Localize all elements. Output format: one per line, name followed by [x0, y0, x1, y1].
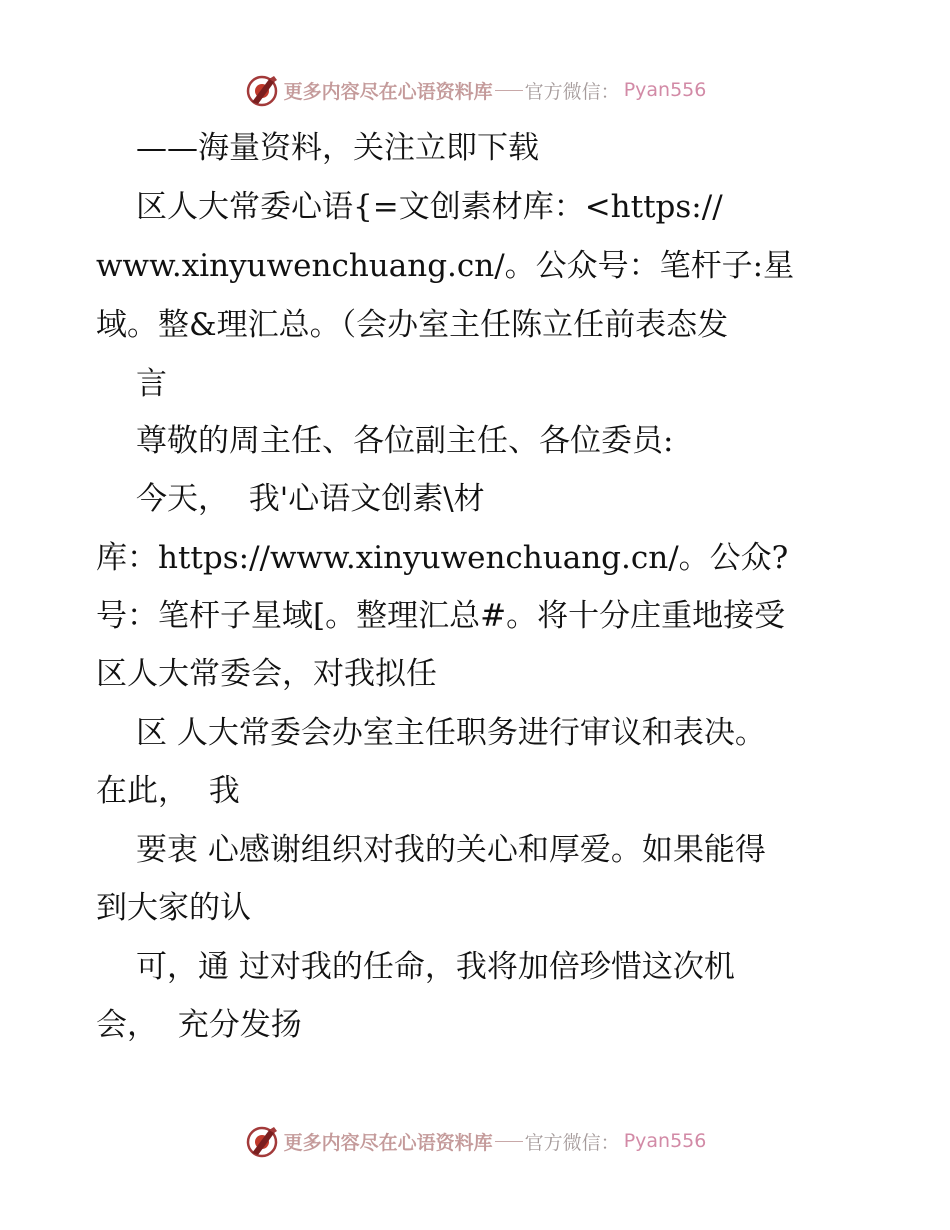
text-line: 今天， 我'心语文创素\材 [136, 481, 485, 517]
text-line: 号：笔杆子星域[。整理汇总#。将十分庄重地接受 [96, 598, 786, 634]
footer-dash-separator [495, 1141, 523, 1142]
text-line: 区人大常委心语{=文创素材库：<https:// [136, 189, 723, 225]
header-contact-label: 官方微信： [524, 80, 620, 103]
footer-contact-id: Pyan556 [623, 1130, 707, 1152]
text-line: ——海量资料，关注立即下载 [136, 130, 539, 166]
text-line: 区人大常委会，对我拟任 [96, 656, 437, 692]
text-line: 域。整&理汇总。（会办室主任陈立任前表态发 [96, 307, 729, 343]
text-line: 要衷 心感谢组织对我的关心和厚爱。如果能得 [136, 832, 766, 868]
text-line: 库：https://www.xinyuwenchuang.cn/。公众? [96, 540, 789, 576]
text-line: 可，通 过对我的任命，我将加倍珍惜这次机 [136, 949, 735, 985]
text-line: 到大家的认 [96, 890, 251, 926]
pen-logo-icon [244, 1123, 280, 1159]
text-line: 会， 充分发扬 [96, 1007, 302, 1043]
header-promo-text: 更多内容尽在心语资料库 [283, 80, 493, 103]
text-line: 言 [136, 366, 167, 402]
header-dash-separator [495, 90, 523, 91]
header-watermark-banner [0, 70, 950, 110]
text-line: 尊敬的周主任、各位副主任、各位委员: [136, 423, 674, 459]
footer-watermark-banner [0, 1121, 950, 1161]
text-line: 在此， 我 [96, 773, 240, 809]
header-contact-id: Pyan556 [623, 79, 707, 101]
footer-promo-text: 更多内容尽在心语资料库 [283, 1131, 493, 1154]
text-line: www.xinyuwenchuang.cn/。公众号：笔杆子:星 [96, 248, 795, 284]
footer-contact-label: 官方微信： [524, 1131, 620, 1154]
text-line: 区 人大常委会办室主任职务进行审议和表决。 [136, 715, 766, 751]
pen-logo-icon [244, 72, 280, 108]
